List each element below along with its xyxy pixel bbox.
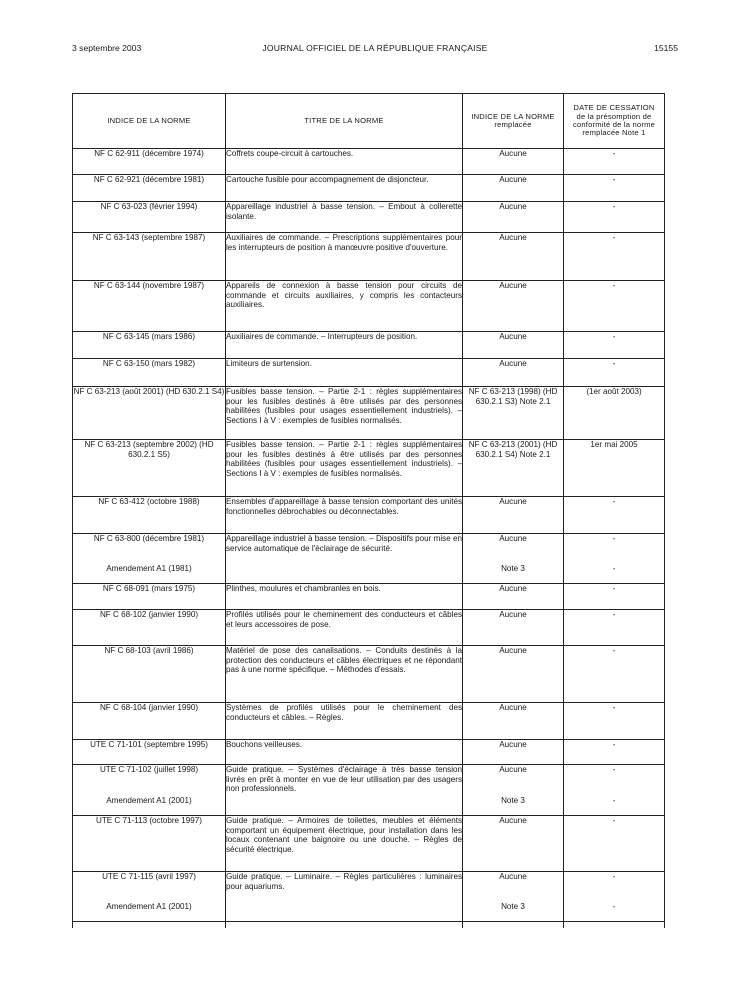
cessation-date: - (612, 610, 616, 619)
replaced-norm: Aucune (499, 359, 527, 368)
replaced-norm-cell (463, 765, 564, 816)
norm-title-cell (226, 440, 463, 497)
header-page-number: 15155 (654, 43, 678, 53)
norm-title-cell (226, 740, 463, 765)
norm-title-cell (226, 610, 463, 646)
replaced-norm: Aucune (499, 202, 527, 211)
table-row (73, 610, 665, 646)
norm-title-cell (226, 497, 463, 534)
cessation-date-cell (564, 610, 665, 646)
table-row (73, 233, 665, 281)
table-row (73, 584, 665, 610)
replaced-norm-cell (463, 149, 564, 175)
norm-index-cell (73, 149, 226, 175)
norm-index: NF C 63-143 (septembre 1987) (92, 233, 206, 242)
replaced-norm: Aucune (499, 497, 527, 506)
norm-title: Systèmes de profilés utilisés pour le cheminement des conducteurs et câbles. – Règles. (226, 703, 462, 722)
norm-title-cell (226, 202, 463, 233)
norm-title: Appareils de connexion à basse tension pour circuits de commande et circuits auxiliaires, y compris les contacteurs auxiliaires. (226, 281, 462, 310)
norm-title-cell (226, 584, 463, 610)
norm-index: NF C 68-104 (janvier 1990) (99, 703, 199, 712)
norm-index-cell (73, 440, 226, 497)
norm-index: NF C 63-144 (novembre 1987) (93, 281, 205, 290)
norm-index-cell (73, 765, 226, 816)
replaced-norm: Aucune (499, 175, 527, 184)
replaced-norm-cell (463, 703, 564, 740)
table-row (73, 646, 665, 703)
cessation-date-cell (564, 740, 665, 765)
norm-title-cell (226, 816, 463, 872)
norm-title-cell (226, 175, 463, 202)
continuation-cell (226, 922, 463, 929)
norm-title-cell (226, 387, 463, 440)
amendment-cessation-date: - (612, 563, 616, 573)
cessation-date-cell (564, 646, 665, 703)
norm-title: Ensembles d'appareillage à basse tension comportant des unités fonctionnelles débrochables ou déconnectables. (226, 497, 462, 516)
replaced-norm-cell (463, 816, 564, 872)
cessation-date-cell (564, 233, 665, 281)
replaced-norm: Aucune (499, 703, 527, 712)
replaced-norm-cell (463, 584, 564, 610)
norm-title: Bouchons veilleuses. (226, 740, 303, 749)
table-row (73, 387, 665, 440)
norm-index-cell (73, 332, 226, 359)
norm-title: Guide pratique. – Systèmes d'éclairage à très basse tension livrés en prêt à monter en vue de leur utilisation par des usagers non professionnels. (226, 765, 462, 794)
table-row (73, 703, 665, 740)
norm-index: NF C 63-412 (octobre 1988) (98, 497, 200, 506)
table-row (73, 440, 665, 497)
amendment-index: Amendement A1 (2001) (106, 795, 192, 805)
cessation-date: - (612, 534, 616, 543)
amendment-index: Amendement A1 (1981) (106, 563, 192, 573)
column-header-cessation-date: DATE DE CESSATION de la présomption de conformité de la norme remplacée Note 1 (564, 94, 665, 149)
cessation-date-cell (564, 175, 665, 202)
replaced-norm-cell (463, 281, 564, 332)
amendment-index: Amendement A1 (2001) (106, 901, 192, 911)
norm-index-cell (73, 202, 226, 233)
cessation-date: - (612, 202, 616, 211)
replaced-norm: Aucune (499, 765, 527, 774)
table-row (73, 872, 665, 922)
cessation-date: - (612, 175, 616, 184)
norm-index-cell (73, 816, 226, 872)
norm-index-cell (73, 703, 226, 740)
table-row (73, 816, 665, 872)
replaced-norm: Aucune (499, 332, 527, 341)
replaced-norm-cell (463, 646, 564, 703)
cessation-date: - (612, 816, 616, 825)
replaced-norm-cell (463, 497, 564, 534)
replaced-norm-cell (463, 387, 564, 440)
replaced-norm: Aucune (499, 584, 527, 593)
norm-title-cell (226, 233, 463, 281)
table-row (73, 359, 665, 387)
cessation-date-cell (564, 816, 665, 872)
norm-index: NF C 62-921 (décembre 1981) (93, 175, 205, 184)
table-row (73, 740, 665, 765)
norm-title: Matériel de pose des canalisations. – Conduits destinés à la protection des conducteurs et câbles électriques et ne répondant pas à une norme spécifique. – Méthodes d'essais. (226, 646, 462, 675)
norm-index: NF C 63-213 (septembre 2002) (HD 630.2.1 S5) (84, 440, 214, 459)
column-header-index: INDICE DE LA NORME (73, 94, 226, 149)
norm-title: Coffrets coupe-circuit à cartouches. (226, 149, 354, 158)
norm-title-cell (226, 281, 463, 332)
cessation-date: (1er août 2003) (586, 387, 642, 396)
norms-table-body (73, 149, 665, 929)
column-header-replaced: INDICE DE LA NORME remplacée (463, 94, 564, 149)
cessation-date-cell (564, 387, 665, 440)
norm-title: Cartouche fusible pour accompagnement de disjoncteur. (226, 175, 429, 184)
norm-title-cell (226, 646, 463, 703)
replaced-norm: Aucune (499, 149, 527, 158)
table-row (73, 765, 665, 816)
cessation-date: - (612, 233, 616, 242)
norm-title-cell (226, 765, 463, 816)
replaced-norm: Aucune (499, 740, 527, 749)
continuation-cell (463, 922, 564, 929)
norm-title: Auxiliaires de commande. – Prescriptions supplémentaires pour les interrupteurs de position à manœuvre positive d'ouverture. (226, 233, 462, 252)
norm-index: NF C 63-145 (mars 1986) (102, 332, 196, 341)
table-header-row (73, 94, 665, 149)
cessation-date-cell (564, 872, 665, 922)
norm-index-cell (73, 872, 226, 922)
norm-index: NF C 63-800 (décembre 1981) (93, 534, 205, 543)
replaced-norm: NF C 63-213 (2001) (HD 630.2.1 S4) Note 2.1 (468, 440, 558, 459)
norm-index-cell (73, 740, 226, 765)
norm-index-cell (73, 610, 226, 646)
norm-title-cell (226, 359, 463, 387)
column-header-title: TITRE DE LA NORME (226, 94, 463, 149)
norm-title: Appareillage industriel à basse tension. – Embout à collerette isolante. (226, 202, 462, 221)
norm-index: NF C 68-102 (janvier 1990) (99, 610, 199, 619)
cessation-date-cell (564, 440, 665, 497)
replaced-norm: NF C 63-213 (1998) (HD 630.2.1 S3) Note 2.1 (468, 387, 558, 406)
norm-title: Guide pratique. – Luminaire. – Règles particulières : luminaires pour aquariums. (226, 872, 462, 891)
cessation-date: 1er mai 2005 (590, 440, 638, 449)
norm-title: Fusibles basse tension. – Partie 2-1 : règles supplémentaires pour les fusibles destinés à être utilisés par des personnes habilitées (fusibles pour usages essentiellement industriels). – Sections I à V : exemples de fusibles normalisés. (226, 387, 462, 425)
norm-title: Plinthes, moulures et chambranles en bois. (226, 584, 381, 593)
norm-index: NF C 63-023 (février 1994) (100, 202, 198, 211)
replaced-norm: Aucune (499, 610, 527, 619)
replaced-norm-cell (463, 233, 564, 281)
table-row (73, 332, 665, 359)
cessation-date: - (612, 872, 616, 881)
cessation-date-cell (564, 497, 665, 534)
cessation-date-cell (564, 332, 665, 359)
amendment-replaced: Note 3 (501, 901, 525, 911)
norm-index-cell (73, 646, 226, 703)
norm-title: Limiteurs de surtension. (226, 359, 312, 368)
replaced-norm: Aucune (499, 646, 527, 655)
norm-index-cell (73, 359, 226, 387)
norm-index: NF C 68-091 (mars 1975) (102, 584, 196, 593)
replaced-norm-cell (463, 175, 564, 202)
cessation-date-cell (564, 202, 665, 233)
cessation-date-cell (564, 359, 665, 387)
norm-index-cell (73, 281, 226, 332)
replaced-norm-cell (463, 610, 564, 646)
replaced-norm-cell (463, 332, 564, 359)
amendment-replaced: Note 3 (501, 795, 525, 805)
replaced-norm-cell (463, 872, 564, 922)
norm-title-cell (226, 332, 463, 359)
norm-index: NF C 68-103 (avril 1986) (104, 646, 194, 655)
cessation-date-cell (564, 765, 665, 816)
replaced-norm: Aucune (499, 534, 527, 543)
norm-title: Guide pratique. – Armoires de toilettes, meubles et éléments comportant un équipement électrique, pour installation dans les locaux contenant une baignoire ou une douche. – Règles de sécurité électrique. (226, 816, 462, 854)
amendment-replaced: Note 3 (501, 563, 525, 573)
norm-index: UTE C 71-113 (octobre 1997) (95, 816, 203, 825)
cessation-date: - (612, 740, 616, 749)
norm-title: Fusibles basse tension. – Partie 2-1 : règles supplémentaires pour les fusibles destinés à être utilisés par des personnes habilitées (fusibles pour usages essentiellement industriels). – Sections I à V : exemples de fusibles normalisés. (226, 440, 462, 478)
replaced-norm: Aucune (499, 872, 527, 881)
table-row (73, 497, 665, 534)
norm-index-cell (73, 387, 226, 440)
norm-index-cell (73, 233, 226, 281)
cessation-date: - (612, 765, 616, 774)
cessation-date-cell (564, 703, 665, 740)
amendment-cessation-date: - (612, 901, 616, 911)
norm-title-cell (226, 534, 463, 584)
cessation-date: - (612, 584, 616, 593)
norm-title-cell (226, 872, 463, 922)
header-journal-title: JOURNAL OFFICIEL DE LA RÉPUBLIQUE FRANÇAISE (262, 43, 488, 53)
norm-index-cell (73, 584, 226, 610)
replaced-norm: Aucune (499, 281, 527, 290)
amendment-cessation-date: - (612, 795, 616, 805)
replaced-norm: Aucune (499, 816, 527, 825)
norm-index: UTE C 71-115 (avril 1997) (102, 872, 196, 881)
norm-index: NF C 62-911 (décembre 1974) (94, 149, 204, 158)
norm-title: Auxiliaires de commande. – Interrupteurs de position. (226, 332, 418, 341)
norm-title: Profilés utilisés pour le cheminement des conducteurs et câbles et leurs accessoires de pose. (226, 610, 462, 629)
cessation-date: - (612, 332, 616, 341)
replaced-norm-cell (463, 359, 564, 387)
norm-index: NF C 63-150 (mars 1982) (102, 359, 196, 368)
cessation-date: - (612, 646, 616, 655)
cessation-date: - (612, 359, 616, 368)
header-date: 3 septembre 2003 (72, 43, 142, 53)
table-row (73, 202, 665, 233)
cessation-date: - (612, 497, 616, 506)
table-row (73, 175, 665, 202)
table-continuation-row (73, 922, 665, 929)
replaced-norm: Aucune (499, 233, 527, 242)
norm-index-cell (73, 175, 226, 202)
norms-table (72, 93, 665, 928)
norm-index-cell (73, 497, 226, 534)
page-header (72, 43, 678, 57)
replaced-norm-cell (463, 534, 564, 584)
norm-index: UTE C 71-102 (juillet 1998) (99, 765, 199, 774)
norm-index-cell (73, 534, 226, 584)
table-row (73, 281, 665, 332)
cessation-date-cell (564, 534, 665, 584)
cessation-date-cell (564, 281, 665, 332)
cessation-date-cell (564, 149, 665, 175)
table-row (73, 149, 665, 175)
replaced-norm-cell (463, 202, 564, 233)
norm-title: Appareillage industriel à basse tension. – Dispositifs pour mise en service automatique de l'éclairage de sécurité. (226, 534, 462, 553)
norm-title-cell (226, 703, 463, 740)
norm-title-cell (226, 149, 463, 175)
cessation-date: - (612, 149, 616, 158)
cessation-date-cell (564, 584, 665, 610)
continuation-cell (564, 922, 665, 929)
replaced-norm-cell (463, 440, 564, 497)
norm-index: UTE C 71-101 (septembre 1995) (90, 740, 208, 749)
norm-index: NF C 63-213 (août 2001) (HD 630.2.1 S4) (73, 387, 225, 396)
continuation-cell (73, 922, 226, 929)
cessation-date: - (612, 281, 616, 290)
cessation-date: - (612, 703, 616, 712)
replaced-norm-cell (463, 740, 564, 765)
table-row (73, 534, 665, 584)
